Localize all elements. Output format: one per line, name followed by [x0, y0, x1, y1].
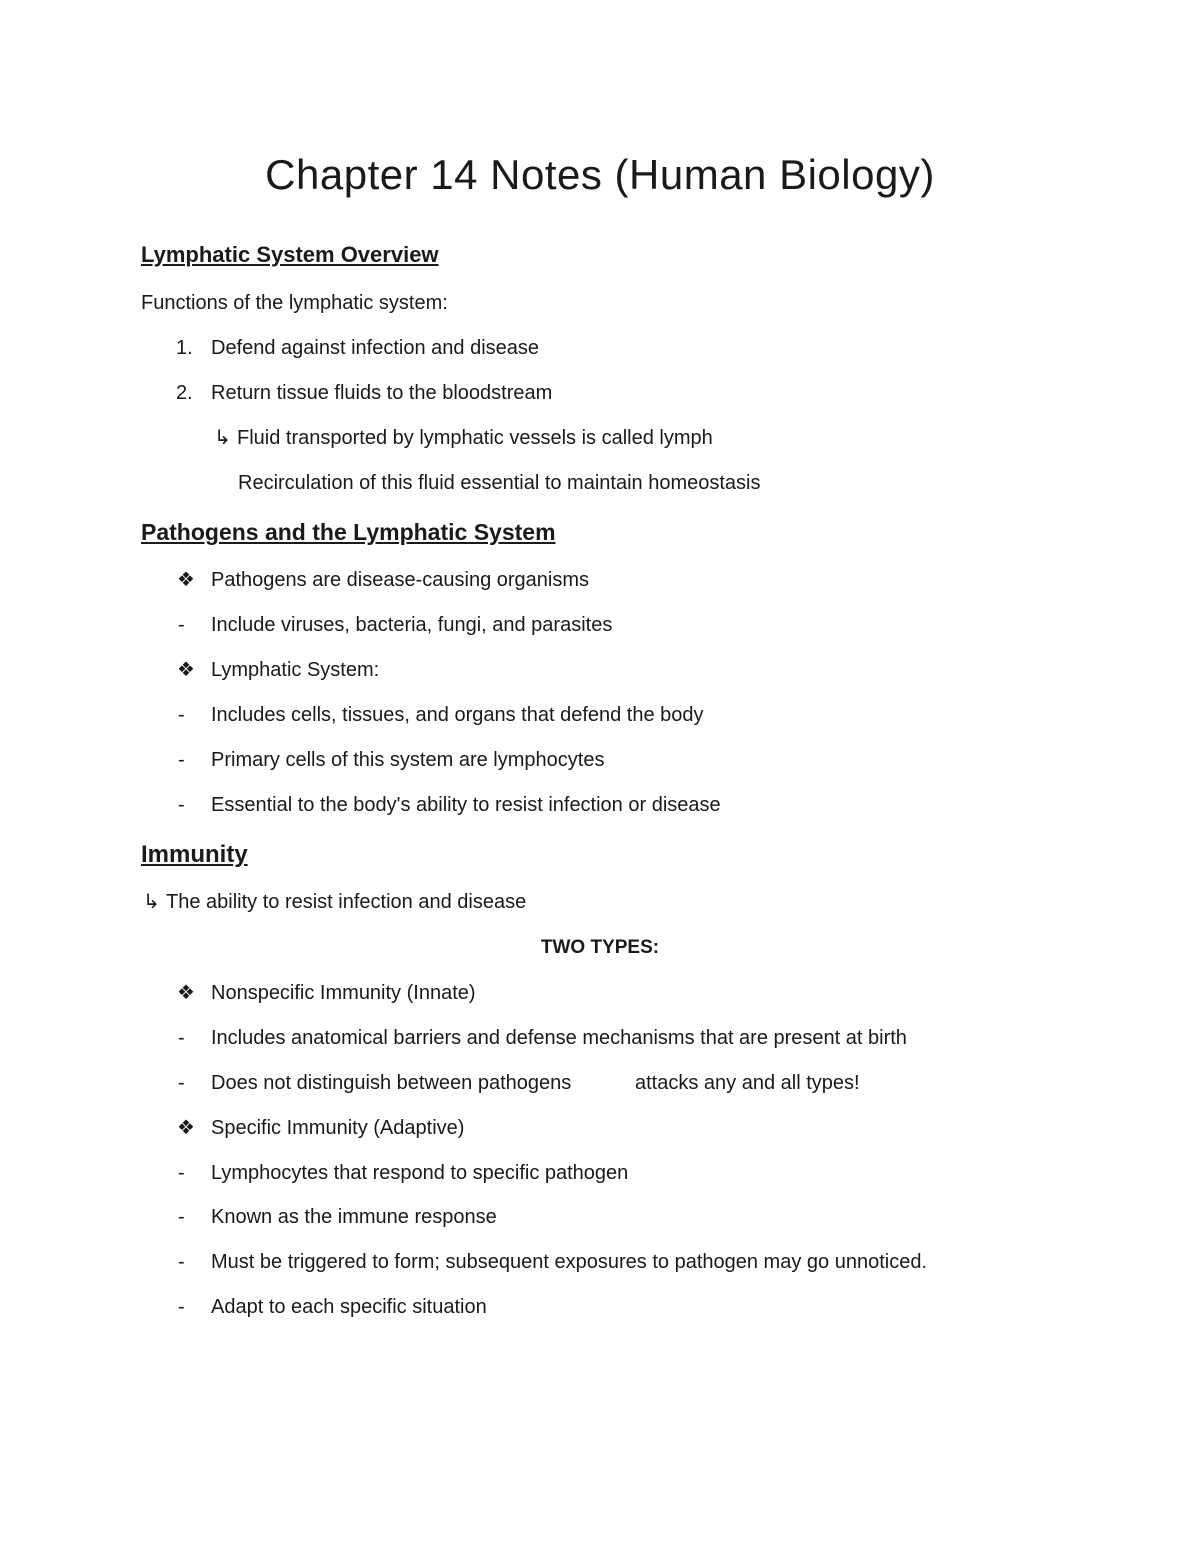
dash-bullet: -: [178, 614, 185, 636]
sub-note: Fluid transported by lymphatic vessels is called lymph: [237, 427, 713, 449]
section-heading-pathogens: Pathogens and the Lymphatic System: [141, 519, 556, 545]
list-item: Known as the immune response: [211, 1206, 497, 1228]
list-number: 2.: [176, 382, 193, 404]
dash-bullet: -: [178, 749, 185, 771]
list-item: Essential to the body's ability to resist infection or disease: [211, 794, 721, 816]
page-title: Chapter 14 Notes (Human Biology): [265, 151, 935, 198]
diamond-bullet-icon: ❖: [177, 982, 195, 1004]
list-item: Adapt to each specific situation: [211, 1296, 487, 1318]
arrow-icon: ↳: [143, 891, 160, 913]
dash-bullet: -: [178, 1162, 185, 1184]
dash-bullet: -: [178, 1072, 185, 1094]
dash-bullet: -: [178, 1206, 185, 1228]
list-item: Include viruses, bacteria, fungi, and parasites: [211, 614, 613, 636]
diamond-bullet-icon: ❖: [177, 659, 195, 681]
diamond-bullet-icon: ❖: [177, 569, 195, 591]
sub-note: Recirculation of this fluid essential to maintain homeostasis: [238, 472, 761, 494]
section-intro: Functions of the lymphatic system:: [141, 292, 448, 314]
section-heading-lymphatic-overview: Lymphatic System Overview: [141, 242, 439, 267]
dash-bullet: -: [178, 1251, 185, 1273]
dash-bullet: -: [178, 704, 185, 726]
list-item: Nonspecific Immunity (Innate): [211, 982, 476, 1004]
arrow-icon: ↳: [214, 427, 231, 449]
list-item: Primary cells of this system are lymphocytes: [211, 749, 605, 771]
types-label: TWO TYPES:: [540, 937, 660, 958]
list-item: Must be triggered to form; subsequent exposures to pathogen may go unnoticed.: [211, 1251, 927, 1273]
list-item: Includes anatomical barriers and defense mechanisms that are present at birth: [211, 1027, 907, 1049]
list-item: Lymphocytes that respond to specific pathogen: [211, 1162, 629, 1184]
section-heading-immunity: Immunity: [141, 841, 248, 868]
dash-bullet: -: [178, 1027, 185, 1049]
list-item: Pathogens are disease-causing organisms: [211, 569, 589, 591]
list-item: Lymphatic System:: [211, 659, 380, 681]
list-item: Return tissue fluids to the bloodstream: [211, 382, 553, 404]
dash-bullet: -: [178, 1296, 185, 1318]
list-item: Does not distinguish between pathogens: [211, 1072, 572, 1094]
definition: The ability to resist infection and disease: [166, 891, 527, 913]
diamond-bullet-icon: ❖: [177, 1117, 195, 1139]
list-item-continuation: attacks any and all types!: [635, 1072, 860, 1094]
list-item: Includes cells, tissues, and organs that defend the body: [211, 704, 704, 726]
list-item: Specific Immunity (Adaptive): [211, 1117, 465, 1139]
list-item: Defend against infection and disease: [211, 337, 540, 359]
list-number: 1.: [176, 337, 193, 359]
dash-bullet: -: [178, 794, 185, 816]
